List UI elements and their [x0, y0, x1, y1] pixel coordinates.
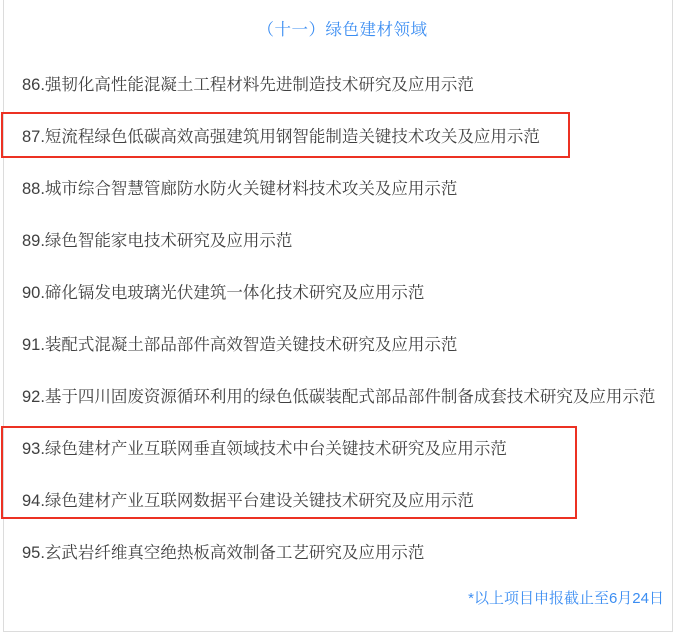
- list-item-92: 92.基于四川固废资源循环利用的绿色低碳装配式部品部件制备成套技术研究及应用示范: [22, 388, 656, 406]
- list-item-88: 88.城市综合智慧管廊防水防火关键材料技术攻关及应用示范: [22, 180, 458, 198]
- content-frame: [3, 0, 673, 632]
- list-item-95: 95.玄武岩纤维真空绝热板高效制备工艺研究及应用示范: [22, 544, 425, 562]
- list-item-93: 93.绿色建材产业互联网垂直领域技术中台关键技术研究及应用示范: [22, 440, 507, 458]
- list-item-90: 90.碲化镉发电玻璃光伏建筑一体化技术研究及应用示范: [22, 284, 425, 302]
- list-item-89: 89.绿色智能家电技术研究及应用示范: [22, 232, 293, 250]
- list-item-87: 87.短流程绿色低碳高效高强建筑用钢智能制造关键技术攻关及应用示范: [22, 128, 540, 146]
- deadline-note: *以上项目申报截止至6月24日: [468, 590, 664, 607]
- section-title: （十一）绿色建材领域: [257, 21, 428, 39]
- list-item-94: 94.绿色建材产业互联网数据平台建设关键技术研究及应用示范: [22, 492, 474, 510]
- list-item-91: 91.装配式混凝土部品部件高效智造关键技术研究及应用示范: [22, 336, 458, 354]
- list-item-86: 86.强韧化高性能混凝土工程材料先进制造技术研究及应用示范: [22, 76, 474, 94]
